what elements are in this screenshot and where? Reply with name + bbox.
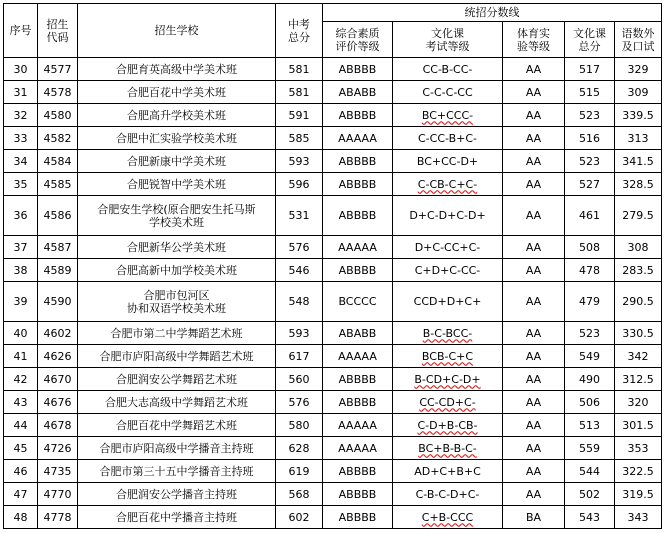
table-row — [4, 104, 662, 127]
cell-pe-grade: AA — [503, 414, 565, 437]
cell-seq: 40 — [4, 322, 38, 345]
cell-zhongkao-total: 619 — [276, 460, 323, 483]
cell-culture-total: 544 — [565, 460, 615, 483]
cell-school: 合肥新康中学美术班 — [78, 150, 276, 173]
table-row — [4, 150, 662, 173]
cell-seq: 35 — [4, 173, 38, 196]
cell-quality-grade: AAAAA — [323, 236, 393, 259]
cell-seq: 32 — [4, 104, 38, 127]
cell-pe-grade: AA — [503, 58, 565, 81]
cell-culture-grade — [393, 345, 503, 368]
cell-culture-total: 523 — [565, 150, 615, 173]
cell-culture-grade — [393, 391, 503, 414]
cell-school: 合肥润安公学播音主持班 — [78, 483, 276, 506]
cell-lang-score: 322.5 — [615, 460, 662, 483]
table-row — [4, 414, 662, 437]
cell-code: 4577 — [38, 58, 78, 81]
cell-code: 4676 — [38, 391, 78, 414]
grade-text: C+B-CCC — [421, 510, 474, 524]
cell-culture-total: 506 — [565, 391, 615, 414]
cell-code: 4726 — [38, 437, 78, 460]
cell-seq: 31 — [4, 81, 38, 104]
table-row — [4, 322, 662, 345]
cell-lang-score: 290.5 — [615, 282, 662, 322]
cell-quality-grade: ABABB — [323, 322, 393, 345]
grade-text: C-D+B-CB- — [417, 418, 478, 432]
cell-code: 4778 — [38, 506, 78, 529]
header-school: 招生学校 — [78, 4, 276, 58]
table-row — [4, 391, 662, 414]
cell-quality-grade: ABBBB — [323, 196, 393, 236]
table-row — [4, 127, 662, 150]
cell-quality-grade: AAAAA — [323, 414, 393, 437]
cell-zhongkao-total: 531 — [276, 196, 323, 236]
cell-culture-total: 478 — [565, 259, 615, 282]
header-culture-total: 文化课 总分 — [565, 22, 615, 58]
cell-code: 4770 — [38, 483, 78, 506]
cell-code: 4602 — [38, 322, 78, 345]
grade-text: C-CB-C+C- — [417, 177, 478, 191]
cell-code: 4587 — [38, 236, 78, 259]
table-row — [4, 437, 662, 460]
cell-culture-total: 516 — [565, 127, 615, 150]
cell-pe-grade: AA — [503, 81, 565, 104]
cell-quality-grade: ABABB — [323, 81, 393, 104]
cell-pe-grade: BA — [503, 506, 565, 529]
cell-pe-grade: AA — [503, 322, 565, 345]
cell-zhongkao-total: 593 — [276, 150, 323, 173]
cell-pe-grade: AA — [503, 150, 565, 173]
cell-lang-score: 329 — [615, 58, 662, 81]
cell-lang-score: 342 — [615, 345, 662, 368]
cell-quality-grade: ABBBB — [323, 259, 393, 282]
table-row — [4, 58, 662, 81]
cell-code: 4670 — [38, 368, 78, 391]
cell-culture-total: 515 — [565, 81, 615, 104]
cell-culture-grade: C-B-C-D+C- — [393, 483, 503, 506]
cell-quality-grade: ABBBB — [323, 173, 393, 196]
cell-lang-score: 343 — [615, 506, 662, 529]
cell-culture-total: 502 — [565, 483, 615, 506]
cell-seq: 39 — [4, 282, 38, 322]
cell-zhongkao-total: 581 — [276, 58, 323, 81]
table-row — [4, 483, 662, 506]
cell-school: 合肥锐智中学美术班 — [78, 173, 276, 196]
cell-culture-grade — [393, 437, 503, 460]
table-row — [4, 368, 662, 391]
grade-text: BCB-C+C — [421, 349, 474, 363]
cell-culture-total: 549 — [565, 345, 615, 368]
cell-seq: 30 — [4, 58, 38, 81]
table-body — [4, 58, 662, 529]
cell-culture-grade: D+C-D+C-D+ — [393, 196, 503, 236]
cell-culture-total: 508 — [565, 236, 615, 259]
cell-zhongkao-total: 576 — [276, 236, 323, 259]
cell-school: 合肥市第二中学舞蹈艺术班 — [78, 322, 276, 345]
cell-pe-grade: AA — [503, 460, 565, 483]
cell-zhongkao-total: 546 — [276, 259, 323, 282]
admission-score-table — [3, 3, 662, 529]
cell-code: 4584 — [38, 150, 78, 173]
cell-quality-grade: ABBBB — [323, 391, 393, 414]
cell-culture-grade — [393, 414, 503, 437]
header-culture-grade: 文化课 考试等级 — [393, 22, 503, 58]
cell-seq: 36 — [4, 196, 38, 236]
cell-culture-grade: CC-B-CC- — [393, 58, 503, 81]
header-quality-grade: 综合素质 评价等级 — [323, 22, 393, 58]
cell-quality-grade: ABBBB — [323, 460, 393, 483]
cell-zhongkao-total: 548 — [276, 282, 323, 322]
cell-seq: 43 — [4, 391, 38, 414]
table-row — [4, 506, 662, 529]
cell-lang-score: 320 — [615, 391, 662, 414]
grade-text: CC-CD+C- — [419, 395, 476, 409]
cell-code: 4589 — [38, 259, 78, 282]
cell-culture-total: 479 — [565, 282, 615, 322]
cell-culture-grade — [393, 104, 503, 127]
cell-school: 合肥高升学校美术班 — [78, 104, 276, 127]
cell-lang-score: 301.5 — [615, 414, 662, 437]
cell-pe-grade: AA — [503, 259, 565, 282]
cell-seq: 33 — [4, 127, 38, 150]
header-zhongkao-total: 中考 总分 — [276, 4, 323, 58]
cell-culture-grade — [393, 506, 503, 529]
header-lang-score: 语数外 及口试 — [615, 22, 662, 58]
cell-seq: 46 — [4, 460, 38, 483]
cell-lang-score: 312.5 — [615, 368, 662, 391]
cell-seq: 38 — [4, 259, 38, 282]
cell-zhongkao-total: 602 — [276, 506, 323, 529]
cell-lang-score: 279.5 — [615, 196, 662, 236]
cell-code: 4585 — [38, 173, 78, 196]
table-row — [4, 81, 662, 104]
header-code: 招生 代码 — [38, 4, 78, 58]
table-row — [4, 460, 662, 483]
cell-lang-score: 319.5 — [615, 483, 662, 506]
cell-zhongkao-total: 628 — [276, 437, 323, 460]
cell-quality-grade: ABBBB — [323, 150, 393, 173]
cell-school: 合肥市包河区 协和双语学校美术班 — [78, 282, 276, 322]
cell-lang-score: 283.5 — [615, 259, 662, 282]
cell-quality-grade: ABBBB — [323, 368, 393, 391]
cell-code: 4590 — [38, 282, 78, 322]
cell-school: 合肥百花中学舞蹈艺术班 — [78, 414, 276, 437]
cell-seq: 48 — [4, 506, 38, 529]
cell-culture-grade: BC+CC-D+ — [393, 150, 503, 173]
table-row — [4, 173, 662, 196]
cell-pe-grade: AA — [503, 282, 565, 322]
cell-pe-grade: AA — [503, 437, 565, 460]
cell-seq: 42 — [4, 368, 38, 391]
cell-zhongkao-total: 617 — [276, 345, 323, 368]
cell-school: 合肥市第三十五中学播音主持班 — [78, 460, 276, 483]
grade-text: BC+CCC- — [421, 108, 474, 122]
cell-zhongkao-total: 568 — [276, 483, 323, 506]
cell-zhongkao-total: 585 — [276, 127, 323, 150]
cell-zhongkao-total: 560 — [276, 368, 323, 391]
cell-culture-total: 559 — [565, 437, 615, 460]
cell-school: 合肥润安公学舞蹈艺术班 — [78, 368, 276, 391]
cell-lang-score: 313 — [615, 127, 662, 150]
cell-quality-grade: ABBBB — [323, 483, 393, 506]
cell-pe-grade: AA — [503, 236, 565, 259]
cell-school: 合肥大志高级中学舞蹈艺术班 — [78, 391, 276, 414]
cell-seq: 34 — [4, 150, 38, 173]
cell-quality-grade: AAAAA — [323, 127, 393, 150]
cell-lang-score: 330.5 — [615, 322, 662, 345]
table-row — [4, 282, 662, 322]
cell-school: 合肥中汇实验学校美术班 — [78, 127, 276, 150]
cell-quality-grade: ABBBB — [323, 104, 393, 127]
cell-school: 合肥安生学校(原合肥安生托马斯 学校美术班 — [78, 196, 276, 236]
cell-school: 合肥育英高级中学美术班 — [78, 58, 276, 81]
cell-code: 4735 — [38, 460, 78, 483]
cell-pe-grade: AA — [503, 173, 565, 196]
header-pe-grade: 体育实 验等级 — [503, 22, 565, 58]
cell-school: 合肥百花中学美术班 — [78, 81, 276, 104]
grade-text: B-CD+C-D+ — [414, 372, 481, 386]
grade-text: BC+B-B-C- — [418, 441, 477, 455]
cell-school: 合肥市庐阳高级中学播音主持班 — [78, 437, 276, 460]
cell-lang-score: 339.5 — [615, 104, 662, 127]
cell-zhongkao-total: 576 — [276, 391, 323, 414]
cell-zhongkao-total: 593 — [276, 322, 323, 345]
cell-pe-grade: AA — [503, 345, 565, 368]
cell-quality-grade: AAAAA — [323, 437, 393, 460]
cell-culture-grade: C-CC-B+C- — [393, 127, 503, 150]
cell-culture-total: 527 — [565, 173, 615, 196]
cell-school: 合肥市庐阳高级中学舞蹈艺术班 — [78, 345, 276, 368]
table-row — [4, 259, 662, 282]
cell-culture-total: 490 — [565, 368, 615, 391]
cell-code: 4582 — [38, 127, 78, 150]
cell-code: 4626 — [38, 345, 78, 368]
cell-zhongkao-total: 580 — [276, 414, 323, 437]
header-cutoff-group: 统招分数线 — [323, 4, 662, 22]
cell-school: 合肥新华公学美术班 — [78, 236, 276, 259]
cell-lang-score: 309 — [615, 81, 662, 104]
cell-culture-total: 517 — [565, 58, 615, 81]
cell-culture-total: 523 — [565, 104, 615, 127]
table-row — [4, 345, 662, 368]
cell-seq: 37 — [4, 236, 38, 259]
cell-culture-grade: C-C-C-CC — [393, 81, 503, 104]
cell-lang-score: 328.5 — [615, 173, 662, 196]
cell-quality-grade: AAAAA — [323, 345, 393, 368]
cell-pe-grade: AA — [503, 104, 565, 127]
cell-zhongkao-total: 591 — [276, 104, 323, 127]
cell-lang-score: 353 — [615, 437, 662, 460]
cell-culture-grade: D+C-CC+C- — [393, 236, 503, 259]
grade-text: B-C-BCC- — [422, 326, 473, 340]
cell-seq: 41 — [4, 345, 38, 368]
cell-code: 4586 — [38, 196, 78, 236]
cell-culture-grade — [393, 368, 503, 391]
cell-school: 合肥高新中加学校美术班 — [78, 259, 276, 282]
cell-zhongkao-total: 581 — [276, 81, 323, 104]
cell-culture-grade: AD+C+B+C — [393, 460, 503, 483]
cell-lang-score: 341.5 — [615, 150, 662, 173]
cell-pe-grade: AA — [503, 127, 565, 150]
cell-code: 4580 — [38, 104, 78, 127]
cell-seq: 47 — [4, 483, 38, 506]
cell-pe-grade: AA — [503, 196, 565, 236]
cell-code: 4578 — [38, 81, 78, 104]
table-row — [4, 236, 662, 259]
cell-quality-grade: BCCCC — [323, 282, 393, 322]
cell-lang-score: 308 — [615, 236, 662, 259]
cell-culture-grade — [393, 173, 503, 196]
cell-culture-total: 543 — [565, 506, 615, 529]
cell-culture-grade: C+D+C-CC- — [393, 259, 503, 282]
cell-pe-grade: AA — [503, 483, 565, 506]
cell-pe-grade: AA — [503, 391, 565, 414]
cell-culture-total: 461 — [565, 196, 615, 236]
header-seq: 序号 — [4, 4, 38, 58]
cell-code: 4678 — [38, 414, 78, 437]
cell-school: 合肥百花中学播音主持班 — [78, 506, 276, 529]
cell-zhongkao-total: 596 — [276, 173, 323, 196]
cell-culture-total: 523 — [565, 322, 615, 345]
cell-quality-grade: ABBBB — [323, 58, 393, 81]
cell-culture-grade — [393, 322, 503, 345]
cell-culture-total: 513 — [565, 414, 615, 437]
cell-quality-grade: ABBBB — [323, 506, 393, 529]
cell-seq: 44 — [4, 414, 38, 437]
cell-culture-grade: CCD+D+C+ — [393, 282, 503, 322]
cell-seq: 45 — [4, 437, 38, 460]
cell-pe-grade: AA — [503, 368, 565, 391]
table-row — [4, 196, 662, 236]
